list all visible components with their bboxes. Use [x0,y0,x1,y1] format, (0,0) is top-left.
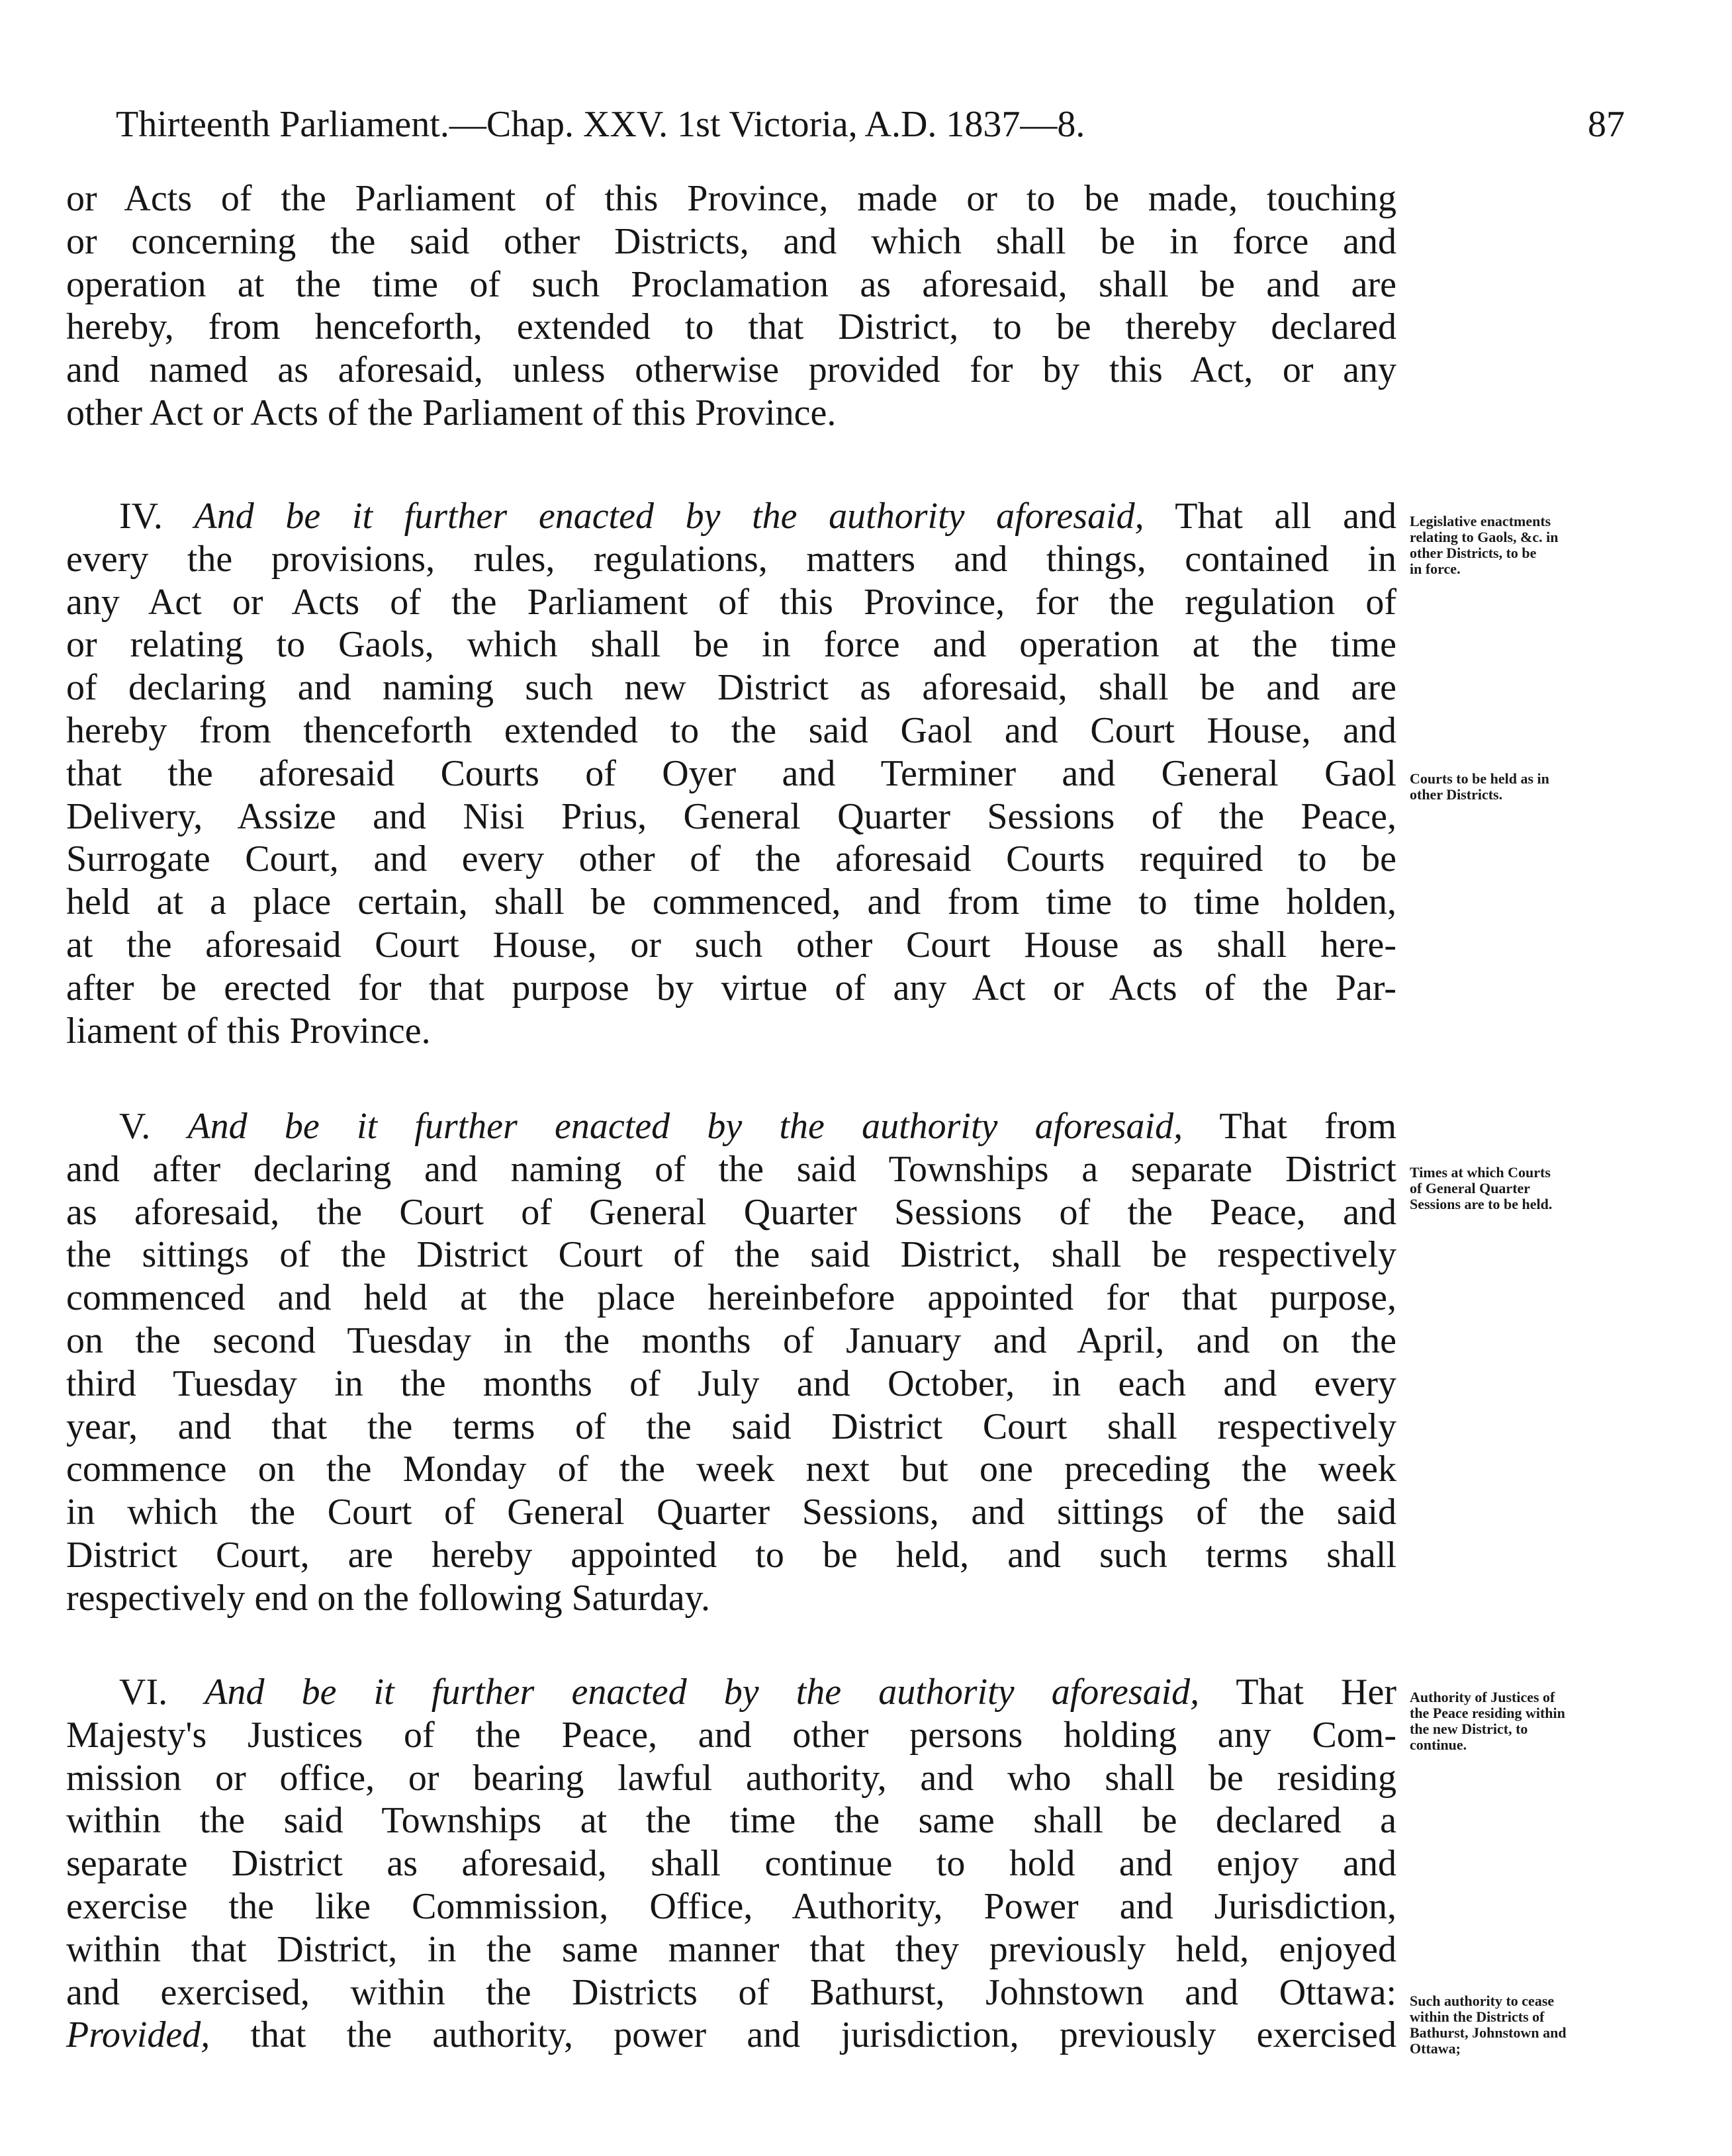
text-line: after be erected for that purpose by virtue of any Act or Acts of the Par- [66,967,1396,1009]
note-line: relating to Gaols, &c. in [1410,529,1559,545]
marginal-note-cease [1410,1993,1648,2057]
section-heading-line [66,1671,1396,1714]
marginal-note-courts [1410,771,1648,803]
text-line: and after declaring and naming of the said Townships a separate District [66,1148,1396,1190]
text-line: in which the Court of General Quarter Sessions, and sittings of the said [66,1492,1396,1533]
section-v [66,1105,1396,1620]
text-line: or Acts of the Parliament of this Province, made or to be made, touching [66,178,1396,219]
note-line: Courts to be held as in [1410,770,1549,787]
note-line: the new District, to [1410,1721,1528,1737]
marginal-note-authority [1410,1689,1648,1753]
proviso-word: Provided, [66,2014,210,2056]
note-line: Such authority to cease [1410,1993,1555,2009]
text-fragment: that the authority, power and jurisdiction, previously exercised [250,2014,1397,2056]
text-line: within that District, in the same manner that they previously held, enjoyed [66,1928,1396,1970]
text-line: of declaring and naming such new District as aforesaid, shall be and are [66,667,1396,709]
note-line: other Districts, to be [1410,545,1537,561]
text-line: the sittings of the District Court of the said District, shall be respectively [66,1234,1396,1276]
text-line: any Act or Acts of the Parliament of this Province, for the regulation of [66,581,1396,623]
text-line: and named as aforesaid, unless otherwise provided for by this Act, or any [66,349,1396,391]
note-line: Authority of Justices of [1410,1689,1555,1705]
marginal-note-gaols [1410,514,1648,577]
note-line: Legislative enactments [1410,513,1551,529]
text-line: operation at the time of such Proclamation as aforesaid, shall be and are [66,263,1396,305]
text-fragment: That all and [1175,496,1397,537]
text-line: separate District as aforesaid, shall continue to hold and enjoy and [66,1843,1396,1885]
text-line: other Act or Acts of the Parliament of this Province. [66,392,837,433]
note-line: of General Quarter [1410,1180,1531,1196]
proviso-line [66,2014,1396,2057]
text-line: exercise the like Commission, Office, Authority, Power and Jurisdiction, [66,1885,1396,1927]
text-line: held at a place certain, shall be commenced, and from time to time holden, [66,881,1396,923]
text-line: every the provisions, rules, regulations, matters and things, contained in [66,538,1396,580]
text-line: that the aforesaid Courts of Oyer and Terminer and General Gaol [66,752,1396,794]
text-line: Majesty's Justices of the Peace, and other persons holding any Com- [66,1714,1396,1756]
text-line: hereby from thenceforth extended to the said Gaol and Court House, and [66,709,1396,751]
text-line: Delivery, Assize and Nisi Prius, General Quarter Sessions of the Peace, [66,795,1396,837]
text-line: on the second Tuesday in the months of January and April, and on the [66,1320,1396,1361]
text-fragment: That Her [1236,1672,1397,1713]
text-fragment: That from [1219,1106,1397,1147]
running-head [116,98,1625,151]
note-line: Sessions are to be held. [1410,1196,1553,1212]
section-number: IV. [119,496,163,537]
section-number: V. [119,1106,151,1147]
paragraph-continuation [66,177,1396,435]
enacting-clause: And be it further enacted by the authority aforesaid, [194,496,1144,537]
text-line: third Tuesday in the months of July and October, in each and every [66,1363,1396,1404]
note-line: Bathurst, Johnstown and [1410,2024,1567,2041]
note-line: Times at which Courts [1410,1164,1551,1181]
note-line: within the Districts of [1410,2008,1545,2025]
text-line: commenced and held at the place hereinbefore appointed for that purpose, [66,1277,1396,1319]
text-line: year, and that the terms of the said District Court shall respectively [66,1406,1396,1447]
section-number: VI. [119,1672,168,1713]
section-heading-line [66,495,1396,538]
text-line: liament of this Province. [66,1010,431,1052]
enacting-clause: And be it further enacted by the authority aforesaid, [187,1106,1183,1147]
text-line: hereby, from henceforth, extended to that District, to be thereby declared [66,306,1396,348]
text-line: or concerning the said other Districts, and which shall be in force and [66,220,1396,262]
note-line: other Districts. [1410,786,1503,803]
text-line: Surrogate Court, and every other of the aforesaid Courts required to be [66,838,1396,880]
text-line: at the aforesaid Court House, or such other Court House as shall here- [66,924,1396,966]
note-line: Ottawa; [1410,2040,1461,2057]
text-line: commence on the Monday of the week next but one preceding the week [66,1449,1396,1490]
marginal-note-times [1410,1165,1648,1212]
text-line: and exercised, within the Districts of Bathurst, Johnstown and Ottawa: [66,1971,1396,2013]
note-line: continue. [1410,1736,1467,1753]
text-line: mission or office, or bearing lawful authority, and who shall be residing [66,1757,1396,1799]
text-line: as aforesaid, the Court of General Quarter Sessions of the Peace, and [66,1191,1396,1233]
section-vi [66,1671,1396,2057]
text-line: District Court, are hereby appointed to be held, and such terms shall [66,1534,1396,1576]
running-title: Thirteenth Parliament.—Chap. XXV. 1st Victoria, A.D. 1837—8. [116,104,1085,145]
text-line: within the said Townships at the time the same shall be declared a [66,1800,1396,1842]
section-iv [66,495,1396,1052]
section-heading-line [66,1105,1396,1148]
enacting-clause: And be it further enacted by the authority aforesaid, [205,1672,1200,1713]
text-line: or relating to Gaols, which shall be in force and operation at the time [66,624,1396,666]
note-line: the Peace residing within [1410,1705,1565,1721]
page-number: 87 [1588,104,1625,145]
text-line: respectively end on the following Saturday. [66,1577,710,1619]
note-line: in force. [1410,561,1461,577]
